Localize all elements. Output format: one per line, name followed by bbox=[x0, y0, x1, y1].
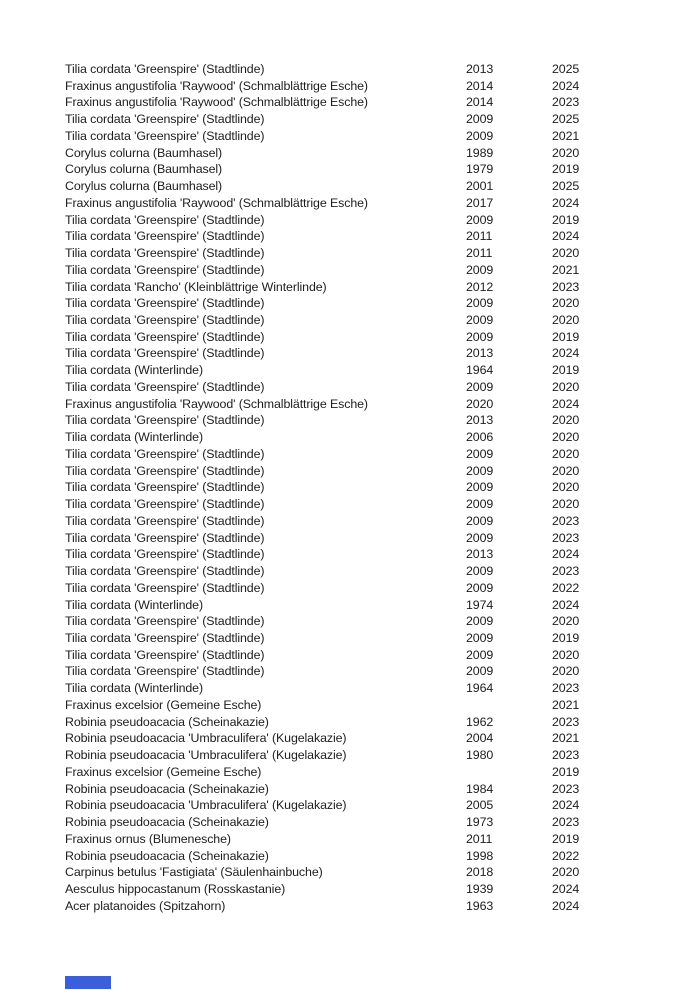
year-recorded-cell: 2022 bbox=[552, 580, 580, 595]
year-planted-cell: 2013 bbox=[466, 346, 494, 361]
year-recorded-cell: 2019 bbox=[552, 764, 580, 779]
year-recorded-cell: 2019 bbox=[552, 630, 580, 645]
year-planted-cell: 2009 bbox=[466, 630, 494, 645]
table-row bbox=[65, 797, 665, 814]
species-name-cell: Tilia cordata 'Greenspire' (Stadtlinde) bbox=[65, 630, 265, 645]
species-name-cell: Tilia cordata 'Greenspire' (Stadtlinde) bbox=[65, 647, 265, 662]
year-recorded-cell: 2023 bbox=[552, 530, 580, 545]
table-row bbox=[65, 647, 665, 664]
year-planted-cell: 2009 bbox=[466, 480, 494, 495]
year-planted-cell: 2009 bbox=[466, 647, 494, 662]
year-planted-cell: 1998 bbox=[466, 848, 494, 863]
table-row bbox=[65, 613, 665, 630]
table-row bbox=[65, 61, 665, 78]
table-row bbox=[65, 714, 665, 731]
tree-list-table bbox=[65, 61, 665, 914]
year-planted-cell: 2017 bbox=[466, 195, 494, 210]
table-row bbox=[65, 329, 665, 346]
species-name-cell: Tilia cordata 'Greenspire' (Stadtlinde) bbox=[65, 379, 265, 394]
year-planted-cell: 1974 bbox=[466, 597, 494, 612]
species-name-cell: Fraxinus excelsior (Gemeine Esche) bbox=[65, 764, 262, 779]
table-row bbox=[65, 379, 665, 396]
table-row bbox=[65, 228, 665, 245]
year-recorded-cell: 2020 bbox=[552, 430, 580, 445]
year-planted-cell: 2004 bbox=[466, 731, 494, 746]
table-row bbox=[65, 747, 665, 764]
species-name-cell: Tilia cordata 'Greenspire' (Stadtlinde) bbox=[65, 463, 265, 478]
year-planted-cell: 2009 bbox=[466, 530, 494, 545]
table-row bbox=[65, 496, 665, 513]
year-recorded-cell: 2024 bbox=[552, 78, 580, 93]
table-row bbox=[65, 730, 665, 747]
table-row bbox=[65, 145, 665, 162]
table-row bbox=[65, 262, 665, 279]
year-planted-cell: 1963 bbox=[466, 898, 494, 913]
year-planted-cell: 1989 bbox=[466, 145, 494, 160]
table-row bbox=[65, 78, 665, 95]
year-planted-cell: 2011 bbox=[466, 229, 493, 244]
species-name-cell: Tilia cordata (Winterlinde) bbox=[65, 681, 204, 696]
table-row bbox=[65, 697, 665, 714]
table-row bbox=[65, 245, 665, 262]
year-recorded-cell: 2023 bbox=[552, 513, 580, 528]
table-row bbox=[65, 195, 665, 212]
year-recorded-cell: 2020 bbox=[552, 614, 580, 629]
year-planted-cell: 2009 bbox=[466, 580, 494, 595]
table-row bbox=[65, 597, 665, 614]
table-row bbox=[65, 898, 665, 915]
table-row bbox=[65, 546, 665, 563]
footer-blue-bar bbox=[65, 976, 111, 989]
year-recorded-cell: 2025 bbox=[552, 112, 580, 127]
year-planted-cell: 2009 bbox=[466, 262, 494, 277]
year-recorded-cell: 2023 bbox=[552, 781, 580, 796]
year-planted-cell: 2013 bbox=[466, 62, 494, 76]
year-planted-cell: 2009 bbox=[466, 128, 494, 143]
species-name-cell: Robinia pseudoacacia (Scheinakazie) bbox=[65, 781, 269, 796]
year-recorded-cell: 2024 bbox=[552, 396, 580, 411]
year-recorded-cell: 2020 bbox=[552, 865, 580, 880]
species-name-cell: Tilia cordata 'Greenspire' (Stadtlinde) bbox=[65, 480, 265, 495]
year-recorded-cell: 2023 bbox=[552, 564, 580, 579]
table-row bbox=[65, 128, 665, 145]
species-name-cell: Corylus colurna (Baumhasel) bbox=[65, 145, 223, 160]
year-recorded-cell: 2024 bbox=[552, 229, 580, 244]
year-planted-cell: 2005 bbox=[466, 798, 494, 813]
species-name-cell: Carpinus betulus 'Fastigiata' (Säulenhainbuche) bbox=[65, 865, 323, 880]
species-name-cell: Fraxinus angustifolia 'Raywood' (Schmalblättrige Esche) bbox=[65, 195, 368, 210]
species-name-cell: Tilia cordata (Winterlinde) bbox=[65, 363, 204, 378]
year-planted-cell: 2009 bbox=[466, 112, 494, 127]
year-recorded-cell: 2023 bbox=[552, 815, 580, 830]
species-name-cell: Robinia pseudoacacia (Scheinakazie) bbox=[65, 815, 269, 830]
year-planted-cell: 1962 bbox=[466, 714, 494, 729]
year-planted-cell: 1980 bbox=[466, 748, 494, 763]
year-recorded-cell: 2020 bbox=[552, 647, 580, 662]
year-recorded-cell: 2021 bbox=[552, 262, 580, 277]
year-recorded-cell: 2021 bbox=[552, 128, 580, 143]
species-name-cell: Fraxinus angustifolia 'Raywood' (Schmalblättrige Esche) bbox=[65, 396, 368, 411]
year-planted-cell: 1964 bbox=[466, 681, 494, 696]
year-recorded-cell: 2020 bbox=[552, 296, 580, 311]
year-recorded-cell: 2021 bbox=[552, 731, 580, 746]
species-name-cell: Tilia cordata 'Greenspire' (Stadtlinde) bbox=[65, 212, 265, 227]
year-recorded-cell: 2020 bbox=[552, 246, 580, 261]
year-planted-cell: 1979 bbox=[466, 162, 494, 177]
year-recorded-cell: 2025 bbox=[552, 179, 580, 194]
table-row bbox=[65, 161, 665, 178]
species-name-cell: Fraxinus angustifolia 'Raywood' (Schmalblättrige Esche) bbox=[65, 78, 368, 93]
year-planted-cell: 2009 bbox=[466, 296, 494, 311]
year-planted-cell: 2018 bbox=[466, 865, 494, 880]
table-row bbox=[65, 663, 665, 680]
year-planted-cell: 2009 bbox=[466, 463, 494, 478]
year-recorded-cell: 2020 bbox=[552, 446, 580, 461]
species-name-cell: Tilia cordata 'Greenspire' (Stadtlinde) bbox=[65, 580, 265, 595]
table-row bbox=[65, 814, 665, 831]
species-name-cell: Tilia cordata (Winterlinde) bbox=[65, 430, 204, 445]
table-row bbox=[65, 831, 665, 848]
table-row bbox=[65, 396, 665, 413]
year-planted-cell: 2014 bbox=[466, 78, 494, 93]
year-recorded-cell: 2020 bbox=[552, 313, 580, 328]
year-recorded-cell: 2019 bbox=[552, 212, 580, 227]
species-name-cell: Tilia cordata 'Greenspire' (Stadtlinde) bbox=[65, 614, 265, 629]
year-recorded-cell: 2024 bbox=[552, 798, 580, 813]
year-planted-cell bbox=[466, 764, 552, 781]
year-recorded-cell: 2019 bbox=[552, 162, 580, 177]
table-row bbox=[65, 630, 665, 647]
table-row bbox=[65, 479, 665, 496]
year-recorded-cell: 2024 bbox=[552, 898, 580, 913]
species-name-cell: Tilia cordata 'Greenspire' (Stadtlinde) bbox=[65, 346, 265, 361]
year-recorded-cell: 2024 bbox=[552, 195, 580, 210]
species-name-cell: Tilia cordata 'Greenspire' (Stadtlinde) bbox=[65, 112, 265, 127]
year-recorded-cell: 2022 bbox=[552, 848, 580, 863]
species-name-cell: Acer platanoides (Spitzahorn) bbox=[65, 898, 226, 913]
year-recorded-cell: 2023 bbox=[552, 95, 580, 110]
table-row bbox=[65, 446, 665, 463]
species-name-cell: Tilia cordata 'Greenspire' (Stadtlinde) bbox=[65, 664, 265, 679]
year-recorded-cell: 2020 bbox=[552, 413, 580, 428]
species-name-cell: Tilia cordata 'Greenspire' (Stadtlinde) bbox=[65, 128, 265, 143]
year-planted-cell: 2009 bbox=[466, 313, 494, 328]
species-name-cell: Robinia pseudoacacia (Scheinakazie) bbox=[65, 848, 269, 863]
species-name-cell: Robinia pseudoacacia 'Umbraculifera' (Kugelakazie) bbox=[65, 798, 347, 813]
table-row bbox=[65, 94, 665, 111]
year-recorded-cell: 2025 bbox=[552, 62, 580, 76]
year-planted-cell: 2009 bbox=[466, 212, 494, 227]
species-name-cell: Robinia pseudoacacia (Scheinakazie) bbox=[65, 714, 269, 729]
table-row bbox=[65, 680, 665, 697]
table-row bbox=[65, 412, 665, 429]
year-recorded-cell: 2024 bbox=[552, 547, 580, 562]
table-row bbox=[65, 295, 665, 312]
year-recorded-cell: 2021 bbox=[552, 697, 580, 712]
species-name-cell: Tilia cordata 'Greenspire' (Stadtlinde) bbox=[65, 229, 265, 244]
year-recorded-cell: 2023 bbox=[552, 279, 580, 294]
table-row bbox=[65, 362, 665, 379]
year-planted-cell: 2011 bbox=[466, 246, 493, 261]
year-recorded-cell: 2020 bbox=[552, 664, 580, 679]
year-recorded-cell: 2020 bbox=[552, 497, 580, 512]
year-planted-cell: 2009 bbox=[466, 379, 494, 394]
species-name-cell: Tilia cordata 'Greenspire' (Stadtlinde) bbox=[65, 262, 265, 277]
table-row bbox=[65, 463, 665, 480]
year-planted-cell: 2009 bbox=[466, 664, 494, 679]
table-row bbox=[65, 563, 665, 580]
table-row bbox=[65, 580, 665, 597]
table-row bbox=[65, 513, 665, 530]
year-recorded-cell: 2019 bbox=[552, 329, 580, 344]
species-name-cell: Tilia cordata 'Greenspire' (Stadtlinde) bbox=[65, 246, 265, 261]
table-row bbox=[65, 212, 665, 229]
year-planted-cell: 1984 bbox=[466, 781, 494, 796]
species-name-cell: Tilia cordata 'Greenspire' (Stadtlinde) bbox=[65, 530, 265, 545]
year-planted-cell: 1964 bbox=[466, 363, 494, 378]
year-recorded-cell: 2024 bbox=[552, 881, 580, 896]
species-name-cell: Tilia cordata 'Greenspire' (Stadtlinde) bbox=[65, 513, 265, 528]
species-name-cell: Corylus colurna (Baumhasel) bbox=[65, 162, 223, 177]
year-recorded-cell: 2019 bbox=[552, 831, 580, 846]
species-name-cell: Aesculus hippocastanum (Rosskastanie) bbox=[65, 881, 286, 896]
species-name-cell: Corylus colurna (Baumhasel) bbox=[65, 179, 223, 194]
species-name-cell: Tilia cordata 'Greenspire' (Stadtlinde) bbox=[65, 296, 265, 311]
year-recorded-cell: 2020 bbox=[552, 463, 580, 478]
year-recorded-cell: 2020 bbox=[552, 145, 580, 160]
table-row bbox=[65, 178, 665, 195]
species-name-cell: Tilia cordata 'Greenspire' (Stadtlinde) bbox=[65, 62, 265, 76]
table-row bbox=[65, 111, 665, 128]
year-planted-cell: 2013 bbox=[466, 413, 494, 428]
year-planted-cell: 2001 bbox=[466, 179, 494, 194]
species-name-cell: Robinia pseudoacacia 'Umbraculifera' (Kugelakazie) bbox=[65, 748, 347, 763]
species-name-cell: Tilia cordata 'Rancho' (Kleinblättrige Winterlinde) bbox=[65, 279, 327, 294]
year-recorded-cell: 2020 bbox=[552, 480, 580, 495]
year-planted-cell: 2020 bbox=[466, 396, 494, 411]
table-row bbox=[65, 530, 665, 547]
year-planted-cell: 2009 bbox=[466, 497, 494, 512]
year-recorded-cell: 2024 bbox=[552, 597, 580, 612]
table-row bbox=[65, 781, 665, 798]
species-name-cell: Robinia pseudoacacia 'Umbraculifera' (Kugelakazie) bbox=[65, 731, 347, 746]
year-planted-cell: 1973 bbox=[466, 815, 494, 830]
species-name-cell: Tilia cordata 'Greenspire' (Stadtlinde) bbox=[65, 497, 265, 512]
table-row bbox=[65, 764, 665, 781]
species-name-cell: Fraxinus angustifolia 'Raywood' (Schmalblättrige Esche) bbox=[65, 95, 368, 110]
year-planted-cell: 2009 bbox=[466, 564, 494, 579]
year-recorded-cell: 2023 bbox=[552, 714, 580, 729]
table-row bbox=[65, 848, 665, 865]
species-name-cell: Tilia cordata 'Greenspire' (Stadtlinde) bbox=[65, 329, 265, 344]
species-name-cell: Tilia cordata 'Greenspire' (Stadtlinde) bbox=[65, 413, 265, 428]
year-planted-cell: 2009 bbox=[466, 446, 494, 461]
species-name-cell: Tilia cordata 'Greenspire' (Stadtlinde) bbox=[65, 564, 265, 579]
year-planted-cell bbox=[466, 697, 552, 714]
year-planted-cell: 2013 bbox=[466, 547, 494, 562]
year-recorded-cell: 2023 bbox=[552, 748, 580, 763]
table-row bbox=[65, 429, 665, 446]
year-planted-cell: 2014 bbox=[466, 95, 494, 110]
species-name-cell: Tilia cordata 'Greenspire' (Stadtlinde) bbox=[65, 313, 265, 328]
year-planted-cell: 2012 bbox=[466, 279, 494, 294]
table-row bbox=[65, 881, 665, 898]
year-recorded-cell: 2023 bbox=[552, 681, 580, 696]
species-name-cell: Tilia cordata (Winterlinde) bbox=[65, 597, 204, 612]
year-recorded-cell: 2020 bbox=[552, 379, 580, 394]
table-row bbox=[65, 279, 665, 296]
table-row bbox=[65, 312, 665, 329]
table-row bbox=[65, 864, 665, 881]
species-name-cell: Fraxinus ornus (Blumenesche) bbox=[65, 831, 231, 846]
species-name-cell: Tilia cordata 'Greenspire' (Stadtlinde) bbox=[65, 446, 265, 461]
year-planted-cell: 2009 bbox=[466, 513, 494, 528]
year-planted-cell: 2009 bbox=[466, 614, 494, 629]
table-row bbox=[65, 345, 665, 362]
year-planted-cell: 2009 bbox=[466, 329, 494, 344]
species-name-cell: Fraxinus excelsior (Gemeine Esche) bbox=[65, 697, 262, 712]
species-name-cell: Tilia cordata 'Greenspire' (Stadtlinde) bbox=[65, 547, 265, 562]
year-planted-cell: 1939 bbox=[466, 881, 494, 896]
year-planted-cell: 2006 bbox=[466, 430, 494, 445]
year-planted-cell: 2011 bbox=[466, 831, 493, 846]
year-recorded-cell: 2024 bbox=[552, 346, 580, 361]
year-recorded-cell: 2019 bbox=[552, 363, 580, 378]
